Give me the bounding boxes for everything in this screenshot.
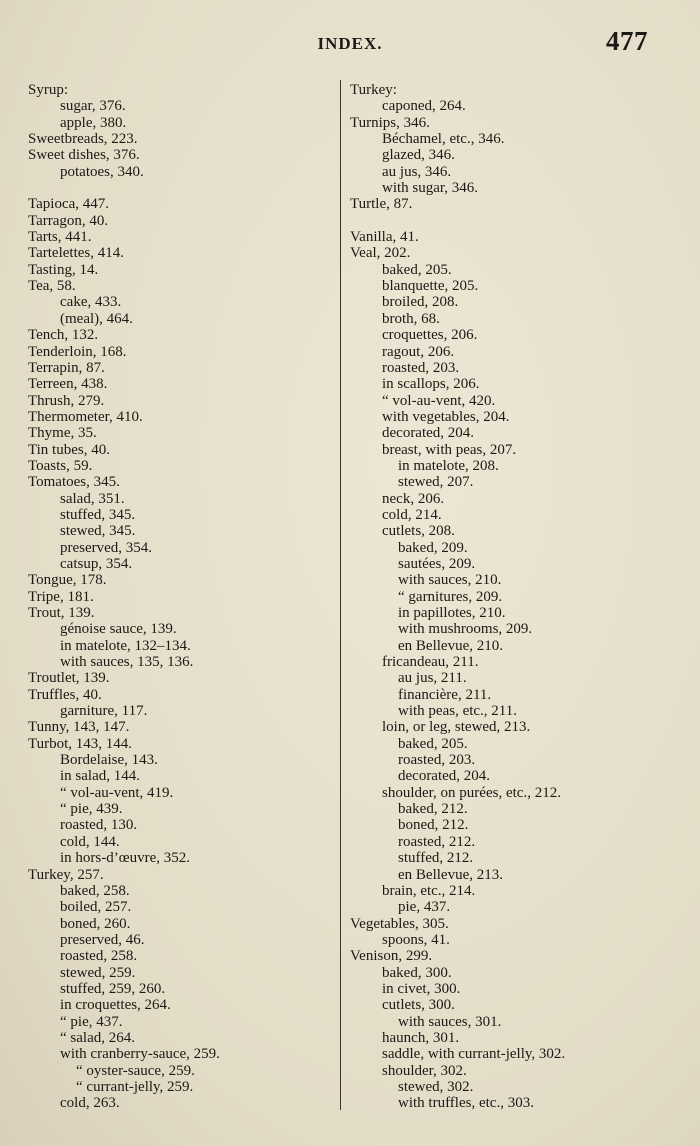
index-subentry: decorated, 204.: [398, 768, 491, 785]
index-subentry: ragout, 206.: [382, 343, 455, 360]
index-subentry: loin, or leg, stewed, 213.: [382, 719, 531, 736]
index-subentry: stewed, 259.: [60, 964, 136, 981]
index-entry: Turnips, 346.: [350, 114, 430, 131]
index-entry: Tenderloin, 168.: [28, 343, 127, 360]
index-subentry: in scallops, 206.: [382, 376, 480, 393]
index-subentry: apple, 380.: [60, 114, 127, 131]
index-entry: Sweetbreads, 223.: [28, 131, 138, 148]
index-entry: Tripe, 181.: [28, 588, 94, 605]
index-subentry: with sauces, 210.: [398, 572, 502, 589]
index-subentry: in salad, 144.: [60, 768, 140, 785]
index-entry: Troutlet, 139.: [28, 670, 110, 687]
index-subentry: cutlets, 300.: [382, 997, 455, 1014]
index-subentry: stewed, 345.: [60, 523, 136, 540]
index-subentry: shoulder, 302.: [382, 1062, 467, 1079]
index-subentry: in civet, 300.: [382, 980, 461, 997]
index-column-right: [350, 82, 680, 1112]
index-subentry: cutlets, 208.: [382, 523, 455, 540]
index-subentry: shoulder, on purées, etc., 212.: [382, 784, 561, 801]
index-subentry: en Bellevue, 213.: [398, 866, 503, 883]
index-subentry: “ currant-jelly, 259.: [76, 1078, 194, 1095]
index-subentry: with vegetables, 204.: [382, 408, 510, 425]
index-subentry: “ salad, 264.: [60, 1029, 135, 1046]
index-entry: Veal, 202.: [350, 245, 411, 262]
index-subentry: roasted, 203.: [398, 752, 476, 769]
index-subentry: broiled, 208.: [382, 294, 459, 311]
index-subentry: baked, 258.: [60, 882, 130, 899]
index-subentry: roasted, 203.: [382, 359, 460, 376]
index-entry: Turtle, 87.: [350, 196, 413, 213]
index-subentry: roasted, 212.: [398, 833, 476, 850]
index-subentry: “ vol-au-vent, 420.: [382, 392, 496, 409]
index-subentry: baked, 300.: [382, 964, 452, 981]
index-subentry: sugar, 376.: [60, 98, 126, 115]
index-entry: Sweet dishes, 376.: [28, 147, 140, 164]
index-entry: Tasting, 14.: [28, 261, 99, 278]
index-entry: Tapioca, 447.: [28, 196, 110, 213]
index-entry: Terrapin, 87.: [28, 359, 105, 376]
index-subentry: spoons, 41.: [382, 931, 450, 948]
index-subentry: au jus, 211.: [398, 670, 467, 687]
index-entry: Tartelettes, 414.: [28, 245, 124, 262]
index-subentry: garniture, 117.: [60, 703, 148, 720]
index-subentry: neck, 206.: [382, 490, 445, 507]
index-subentry: au jus, 346.: [382, 163, 452, 180]
index-entry: Venison, 299.: [350, 948, 433, 965]
index-subentry: boiled, 257.: [60, 899, 132, 916]
index-subentry: glazed, 346.: [382, 147, 455, 164]
index-entry: Turkey:: [350, 82, 397, 98]
index-entry: Vanilla, 41.: [350, 229, 419, 246]
index-subentry: catsup, 354.: [60, 555, 133, 572]
index-subentry: with cranberry-sauce, 259.: [60, 1046, 220, 1063]
index-subentry: sautées, 209.: [398, 555, 476, 572]
blank-line: [350, 213, 680, 229]
index-subentry: decorated, 204.: [382, 425, 475, 442]
index-subentry: “ pie, 437.: [60, 1013, 123, 1030]
column-divider: [340, 80, 341, 1110]
index-subentry: cold, 144.: [60, 833, 120, 850]
index-subentry: “ oyster-sauce, 259.: [76, 1062, 195, 1079]
index-subentry: Béchamel, etc., 346.: [382, 131, 505, 148]
index-entry: Tarts, 441.: [28, 229, 92, 246]
index-subentry: blanquette, 205.: [382, 278, 479, 295]
index-entry: Syrup:: [28, 82, 69, 98]
index-subentry: fricandeau, 211.: [382, 654, 479, 671]
index-subentry: cake, 433.: [60, 294, 122, 311]
running-head-title: INDEX.: [317, 34, 383, 53]
index-entry: Trout, 139.: [28, 605, 95, 621]
index-subentry: Bordelaise, 143.: [60, 752, 158, 769]
index-subentry: stuffed, 212.: [398, 850, 474, 867]
index-entry: Tarragon, 40.: [28, 212, 109, 229]
index-subentry: with truffles, etc., 303.: [398, 1095, 534, 1112]
index-entry: Tunny, 143, 147.: [28, 719, 130, 736]
index-entry: Turkey, 257.: [28, 866, 104, 883]
index-subentry: croquettes, 206.: [382, 327, 478, 344]
index-subentry: génoise sauce, 139.: [60, 621, 177, 638]
index-subentry: in hors-d’œuvre, 352.: [60, 850, 190, 867]
index-entry: Toasts, 59.: [28, 457, 93, 474]
index-subentry: boned, 212.: [398, 817, 469, 834]
index-entry: Thyme, 35.: [28, 425, 97, 442]
index-entry: Tongue, 178.: [28, 572, 107, 589]
index-subentry: preserved, 354.: [60, 539, 153, 556]
index-subentry: roasted, 258.: [60, 948, 138, 965]
index-subentry: with sugar, 346.: [382, 180, 479, 197]
index-subentry: boned, 260.: [60, 915, 131, 932]
index-subentry: baked, 205.: [382, 261, 452, 278]
index-entry: Turbot, 143, 144.: [28, 735, 133, 752]
index-subentry: haunch, 301.: [382, 1029, 460, 1046]
index-column-left: [28, 82, 333, 1112]
index-subentry: in papillotes, 210.: [398, 605, 506, 621]
index-subentry: with sauces, 135, 136.: [60, 654, 194, 671]
index-subentry: en Bellevue, 210.: [398, 637, 503, 654]
index-subentry: potatoes, 340.: [60, 163, 144, 180]
index-subentry: in matelote, 208.: [398, 457, 499, 474]
index-subentry: brain, etc., 214.: [382, 882, 476, 899]
index-subentry: stuffed, 345.: [60, 506, 136, 523]
index-subentry: caponed, 264.: [382, 98, 466, 115]
index-entry: Terreen, 438.: [28, 376, 108, 393]
index-subentry: (meal), 464.: [60, 310, 133, 327]
index-subentry: with sauces, 301.: [398, 1013, 502, 1030]
index-subentry: in matelote, 132–134.: [60, 637, 191, 654]
index-subentry: breast, with peas, 207.: [382, 441, 517, 458]
index-subentry: “ vol-au-vent, 419.: [60, 784, 174, 801]
index-subentry: stuffed, 259, 260.: [60, 980, 166, 997]
index-subentry: “ garnitures, 209.: [398, 588, 503, 605]
index-subentry: baked, 205.: [398, 735, 468, 752]
index-entry: Tea, 58.: [28, 278, 76, 295]
index-subentry: broth, 68.: [382, 310, 440, 327]
index-entry: Thermometer, 410.: [28, 408, 143, 425]
page-number: 477: [606, 26, 648, 56]
index-entry: Tin tubes, 40.: [28, 441, 110, 458]
index-entry: Truffles, 40.: [28, 686, 102, 703]
index-subentry: with peas, etc., 211.: [398, 703, 517, 720]
index-subentry: baked, 212.: [398, 801, 468, 818]
index-subentry: stewed, 207.: [398, 474, 474, 491]
index-subentry: pie, 437.: [398, 899, 451, 916]
index-subentry: cold, 263.: [60, 1095, 120, 1112]
index-entry: Thrush, 279.: [28, 392, 105, 409]
blank-line: [28, 180, 333, 196]
index-subentry: in croquettes, 264.: [60, 997, 171, 1014]
index-subentry: cold, 214.: [382, 506, 442, 523]
index-subentry: “ pie, 439.: [60, 801, 123, 818]
index-subentry: saddle, with currant-jelly, 302.: [382, 1046, 566, 1063]
index-subentry: preserved, 46.: [60, 931, 145, 948]
index-subentry: financière, 211.: [398, 686, 492, 703]
index-subentry: with mushrooms, 209.: [398, 621, 533, 638]
index-entry: Vegetables, 305.: [350, 915, 449, 932]
index-subentry: baked, 209.: [398, 539, 468, 556]
index-entry: Tench, 132.: [28, 327, 99, 344]
index-subentry: salad, 351.: [60, 490, 125, 507]
index-subentry: stewed, 302.: [398, 1078, 474, 1095]
index-subentry: roasted, 130.: [60, 817, 138, 834]
index-entry: Tomatoes, 345.: [28, 474, 120, 491]
